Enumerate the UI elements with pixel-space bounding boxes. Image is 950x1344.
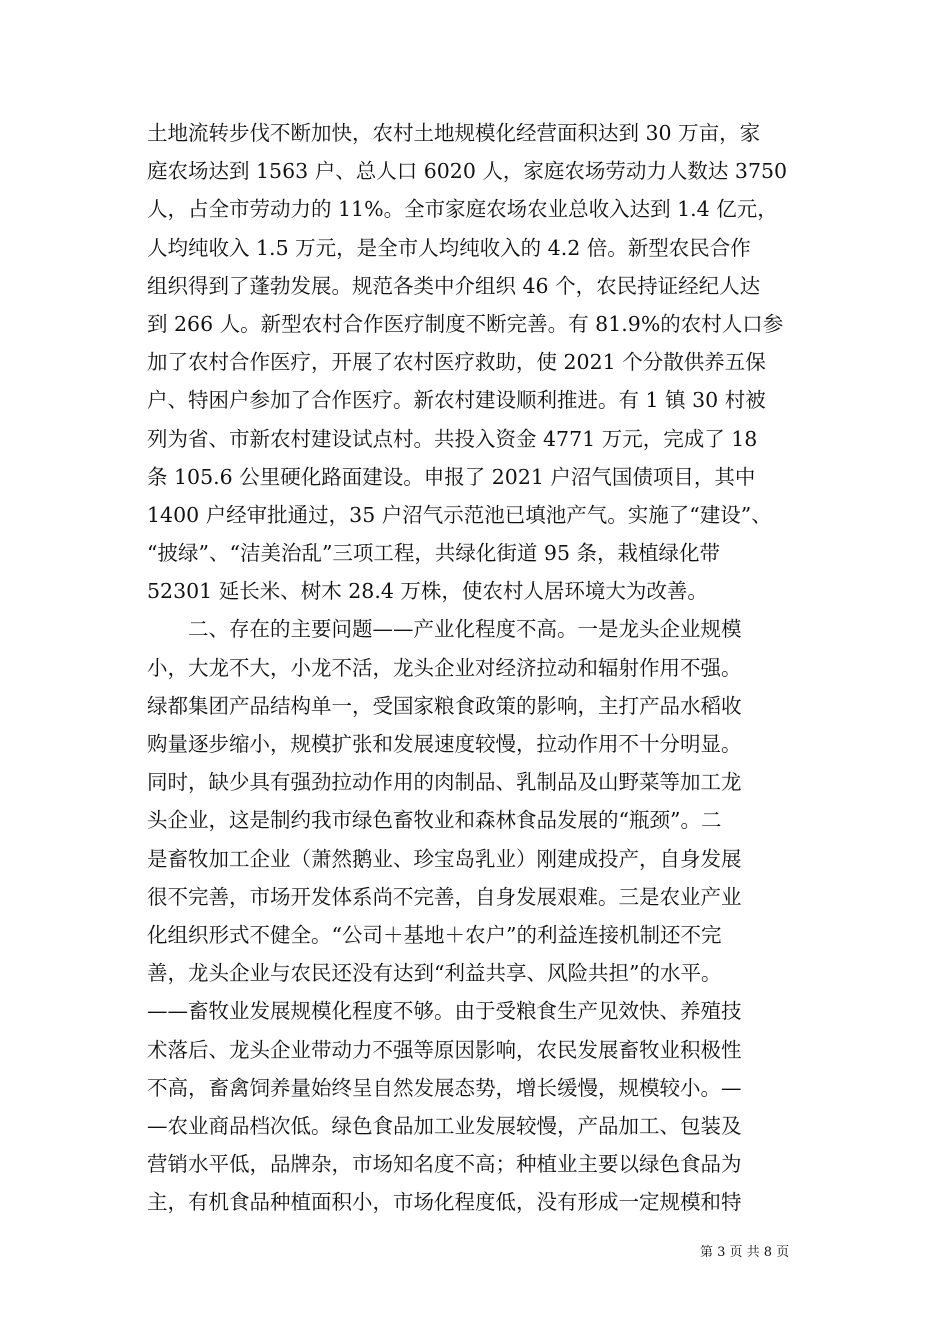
text-line: 善，龙头企业与农民还没有达到“利益共享、风险共担”的水平。 <box>147 961 722 986</box>
text-line: 条 105.6 公里硬化路面建设。申报了 2021 户沼气国债项目，其中 <box>147 464 756 489</box>
text-line: 小，大龙不大，小龙不活，龙头企业对经济拉动和辐射作用不强。 <box>147 655 742 680</box>
text-line: 庭农场达到 1563 户、总人口 6020 人，家庭农场劳动力人数达 3750 <box>147 159 788 184</box>
text-line: “披绿”、“洁美治乱”三项工程，共绿化街道 95 条，栽植绿化带 <box>147 541 721 566</box>
text-line: 户、特困户参加了合作医疗。新农村建设顺利推进。有 1 镇 30 村被 <box>147 388 766 413</box>
text-line: 人，占全市劳动力的 11%。全市家庭农场农业总收入达到 1.4 亿元， <box>147 197 778 222</box>
text-line: 头企业，这是制约我市绿色畜牧业和森林食品发展的“瓶颈”。二 <box>147 808 722 833</box>
text-line: 是畜牧加工企业（萧然鹅业、珍宝岛乳业）刚建成投产，自身发展 <box>147 846 742 871</box>
body-text <box>147 114 807 1221</box>
text-line: 很不完善，市场开发体系尚不完善，自身发展艰难。三是农业产业 <box>147 884 742 909</box>
text-line: 同时，缺少具有强劲拉动作用的肉制品、乳制品及山野菜等加工龙 <box>147 770 742 795</box>
text-line: —农业商品档次低。绿色食品加工业发展较慢，产品加工、包装及 <box>147 1113 742 1138</box>
text-line: 购量逐步缩小，规模扩张和发展速度较慢，拉动作用不十分明显。 <box>147 732 742 756</box>
text-line: 化组织形式不健全。“公司＋基地＋农户”的利益连接机制还不完 <box>147 922 722 947</box>
text-line: 列为省、市新农村建设试点村。共投入资金 4771 万元，完成了 18 <box>147 426 758 451</box>
text-line: 不高，畜禽饲养量始终呈自然发展态势，增长缓慢，规模较小。— <box>147 1075 742 1100</box>
text-line: 人均纯收入 1.5 万元，是全市人均纯收入的 4.2 倍。新型农民合作 <box>147 235 751 260</box>
text-line: 绿都集团产品结构单一，受国家粮食政策的影响，主打产品水稻收 <box>147 693 742 718</box>
text-line: 术落后、龙头企业带动力不强等原因影响，农民发展畜牧业积极性 <box>147 1037 742 1062</box>
text-line: 二、存在的主要问题——产业化程度不高。一是龙头企业规模 <box>147 617 742 642</box>
text-line: 加了农村合作医疗，开展了农村医疗救助，使 2021 个分散供养五保 <box>147 350 766 375</box>
text-line: ——畜牧业发展规模化程度不够。由于受粮食生产见效快、养殖技 <box>147 999 742 1024</box>
text-line: 营销水平低，品牌杂，市场知名度不高；种植业主要以绿色食品为 <box>147 1152 742 1177</box>
text-line: 主，有机食品种植面积小，市场化程度低，没有形成一定规模和特 <box>147 1190 742 1215</box>
text-line: 到 266 人。新型农村合作医疗制度不断完善。有 81.9%的农村人口参 <box>147 311 784 336</box>
text-line: 组织得到了蓬勃发展。规范各类中介组织 46 个，农民持证经纪人达 <box>147 273 761 298</box>
text-line: 土地流转步伐不断加快，农村土地规模化经营面积达到 30 万亩，家 <box>147 121 761 145</box>
text-line: 52301 延长米、树木 28.4 万株，使农村人居环境大为改善。 <box>147 579 708 604</box>
text-line: 1400 户经审批通过，35 户沼气示范池已填池产气。实施了“建设”、 <box>147 502 772 527</box>
page-number-footer: 第 3 页 共 8 页 <box>700 1245 790 1260</box>
